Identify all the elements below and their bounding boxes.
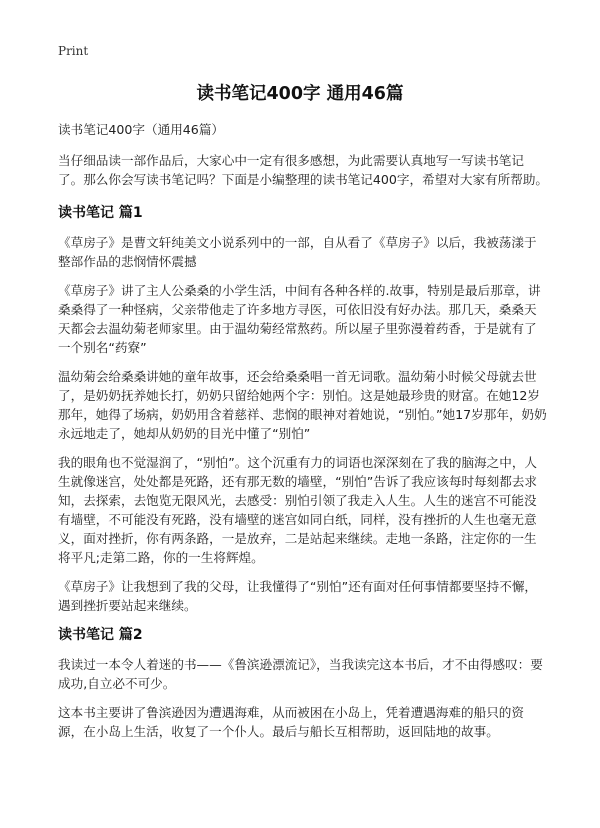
paragraph: 《草房子》讲了主人公桑桑的小学生活，中间有各种各样的.故事，特别是最后那章，讲桑桑得了一种怪病，父亲带他走了许多地方寻医，可依旧没有好办法。那几天，桑桑天天都会去温幼菊老师家里。由于温幼菊经常熬药。所以屋子里弥漫着药香，于是就有了一个别名“药寮” xyxy=(58,283,541,355)
paragraph: 这本书主要讲了鲁滨逊因为遭遇海难，从而被困在小岛上，凭着遭遇海难的船只的资源，在小岛上生活，收复了一个仆人。最后与船长互相帮助，返回陆地的故事。 xyxy=(58,705,524,739)
article-body xyxy=(58,120,548,751)
print-link[interactable]: Print xyxy=(58,44,89,58)
document-subtitle: 读书笔记400字（通用46篇） xyxy=(58,122,225,137)
paragraph: 我的眼角也不觉湿润了，“别怕”。这个沉重有力的词语也深深刻在了我的脑海之中，人生就像迷宫，处处都是死路，还有那无数的墙壁，“别怕”告诉了我应该每时每刻都去求知，去探索，去饱览无限风光，去感受：别怕引领了我走入人生。人生的迷宫不可能没有墙壁，不可能没有死路，没有墙壁的迷宫如同白纸，同样，没有挫折的人生也毫无意义，面对挫折，你有两条路，一是放弃，二是站起来继续。走地一条路，注定你的一生将平凡;走第二路，你的一生将辉煌。 xyxy=(58,455,538,565)
paragraph: 温幼菊会给桑桑讲她的童年故事，还会给桑桑唱一首无词歌。温幼菊小时候父母就去世了，是奶奶抚养她长打，奶奶只留给她两个字：别怕。这是她最珍贵的财富。在她12岁那年，她得了场病，奶奶用含着慈祥、悲悯的眼神对着她说，“别怕。”她17岁那年，奶奶永远地走了，她却从奶奶的目光中懂了“别怕” xyxy=(58,369,547,441)
page-title: 读书笔记400字 通用46篇 xyxy=(196,84,404,104)
section-heading: 读书笔记 篇1 xyxy=(58,205,143,221)
intro-paragraph: 当仔细品读一部作品后，大家心中一定有很多感想，为此需要认真地写一写读书笔记了。那么你会写读书笔记吗？下面是小编整理的读书笔记400字，希望对大家有所帮助。 xyxy=(58,153,549,187)
section-heading: 读书笔记 篇2 xyxy=(58,627,143,643)
paragraph: 《草房子》让我想到了我的父母，让我懂得了“别怕”还有面对任何事情都要坚持不懈，遇到挫折要站起来继续。 xyxy=(58,579,538,613)
paragraph: 我读过一本令人着迷的书——《鲁滨逊漂流记》，当我读完这本书后，才不由得感叹：要成功,自立必不可少。 xyxy=(58,657,543,691)
paragraph: 《草房子》是曹文轩纯美文小说系列中的一部，自从看了《草房子》以后，我被荡漾于整部作品的悲悯情怀震撼 xyxy=(58,235,537,269)
section-1 xyxy=(58,203,548,615)
section-2 xyxy=(58,625,548,741)
